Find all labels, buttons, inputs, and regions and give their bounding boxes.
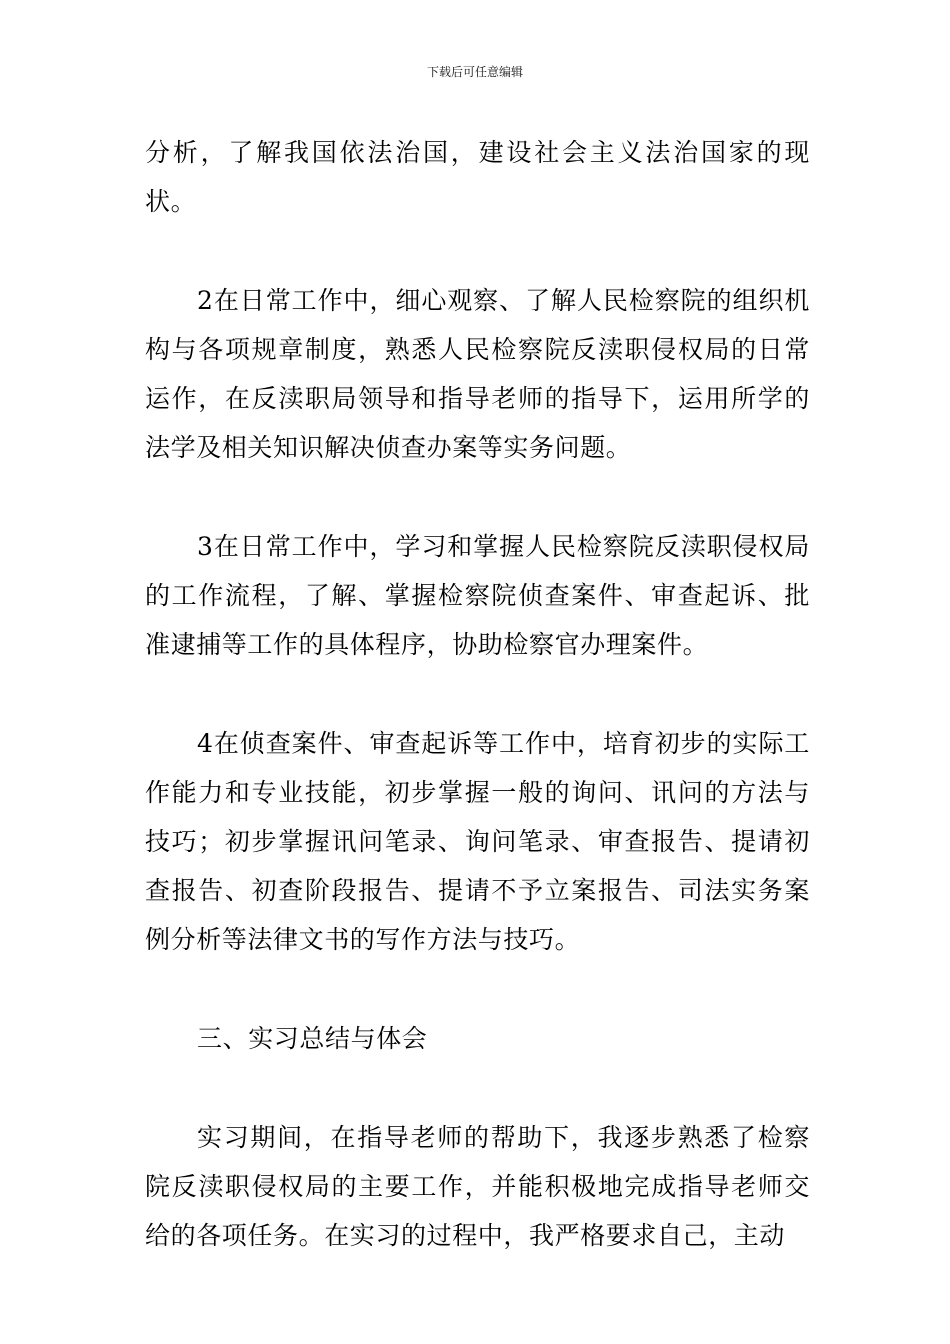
section-heading: 三、实习总结与体会 <box>197 1024 428 1053</box>
paragraph-summary: 实习期间，在指导老师的帮助下，我逐步熟悉了检察院反渎职侵权局的主要工作，并能积极地完成指导老师交给的各项任务。在实习的过程中，我严格要求自己，主动 <box>145 1123 810 1250</box>
paragraph-item-2: 2在日常工作中，细心观察、了解人民检察院的组织机构与各项规章制度，熟悉人民检察院反渎职侵权局的日常运作，在反渎职局领导和指导老师的指导下，运用所学的法学及相关知识解决侦查办案等实务问题。 <box>145 286 810 462</box>
page-header: 下载后可任意编辑 <box>426 65 523 79</box>
paragraph-item-4: 4在侦查案件、审查起诉等工作中，培育初步的实际工作能力和专业技能，初步掌握一般的询问、讯问的方法与技巧；初步掌握讯问笔录、询问笔录、审查报告、提请初查报告、初查阶段报告、提请不予立案报告、司法实务案例分析等法律文书的写作方法与技巧。 <box>145 729 810 954</box>
paragraph-continuation: 分析，了解我国依法治国，建设社会主义法治国家的现状。 <box>145 138 810 216</box>
document-body <box>145 128 810 1310</box>
paragraph-item-3: 3在日常工作中，学习和掌握人民检察院反渎职侵权局的工作流程，了解、掌握检察院侦查案件、审查起诉、批准逮捕等工作的具体程序，协助检察官办理案件。 <box>145 532 810 659</box>
